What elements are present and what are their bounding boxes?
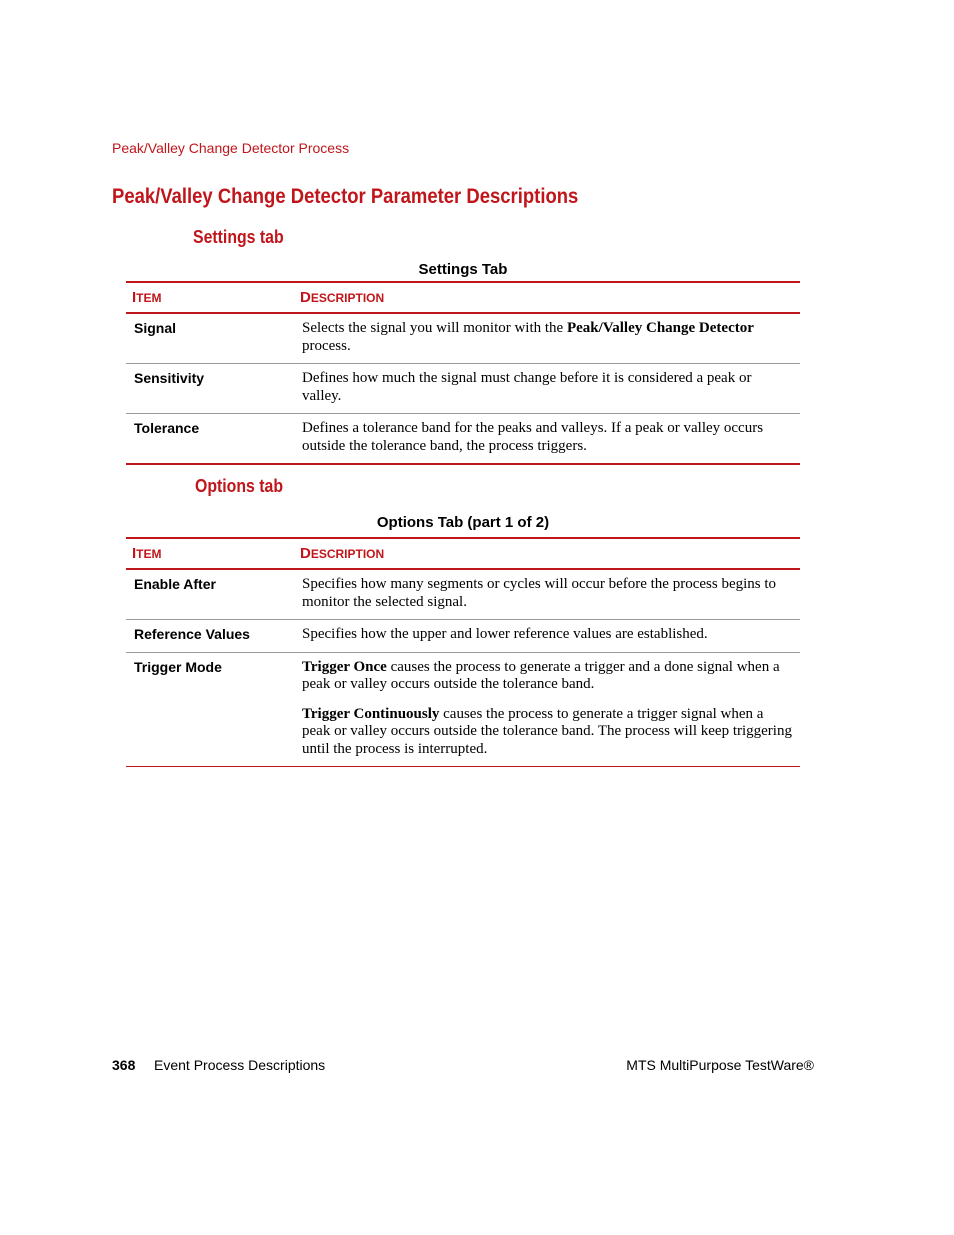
page-number: 368 — [112, 1057, 136, 1073]
header-description: DESCRIPTION — [300, 545, 385, 562]
row-item: Reference Values — [134, 626, 250, 642]
table-row — [126, 414, 800, 463]
header-description: DESCRIPTION — [300, 289, 385, 306]
table-header — [126, 283, 800, 314]
settings-table — [126, 281, 800, 465]
options-table-caption: Options Tab (part 1 of 2) — [376, 514, 550, 531]
table-header — [126, 539, 800, 570]
options-subtitle: Options tab — [195, 476, 283, 496]
row-item: Tolerance — [134, 420, 200, 436]
row-description: Defines how much the signal must change before it is considered a peak or valley. — [302, 370, 752, 404]
row-item: Trigger Mode — [134, 658, 222, 675]
table-row — [126, 364, 800, 414]
row-description: Selects the signal you will monitor with the Peak/Valley Change Detector process. — [302, 320, 754, 354]
footer-chapter: Event Process Descriptions — [154, 1057, 326, 1073]
table-row — [126, 570, 800, 620]
row-item: Sensitivity — [134, 370, 205, 386]
header-item: ITEM — [132, 545, 162, 562]
row-description: Specifies how many segments or cycles will occur before the process begins to monitor the selected signal. — [302, 576, 777, 610]
row-description: Specifies how the upper and lower reference values are established. — [302, 626, 708, 642]
table-row — [126, 314, 800, 364]
trigger-once-paragraph: Trigger Once causes the process to generate a trigger and a done signal when a peak or valley occurs outside the tolerance band. — [302, 658, 780, 692]
header-item: ITEM — [132, 289, 162, 306]
row-description — [302, 653, 794, 767]
row-description: Defines a tolerance band for the peaks and valleys. If a peak or valley occurs outside the tolerance band, the process triggers. — [302, 420, 764, 454]
row-item: Signal — [134, 320, 177, 336]
options-table — [126, 537, 800, 767]
settings-table-caption: Settings Tab — [418, 261, 508, 278]
table-row — [126, 653, 800, 767]
row-item: Enable After — [134, 576, 216, 592]
footer-product: MTS MultiPurpose TestWare® — [626, 1057, 814, 1073]
trigger-continuously-paragraph: Trigger Continuously causes the process to generate a trigger signal when a peak or valley occurs outside the tolerance band. The process will keep triggering until the process is interrupted. — [302, 705, 792, 757]
running-head: Peak/Valley Change Detector Process — [112, 140, 350, 156]
section-title: Peak/Valley Change Detector Parameter Descriptions — [112, 185, 579, 208]
settings-subtitle: Settings tab — [193, 227, 284, 247]
table-row — [126, 620, 800, 653]
